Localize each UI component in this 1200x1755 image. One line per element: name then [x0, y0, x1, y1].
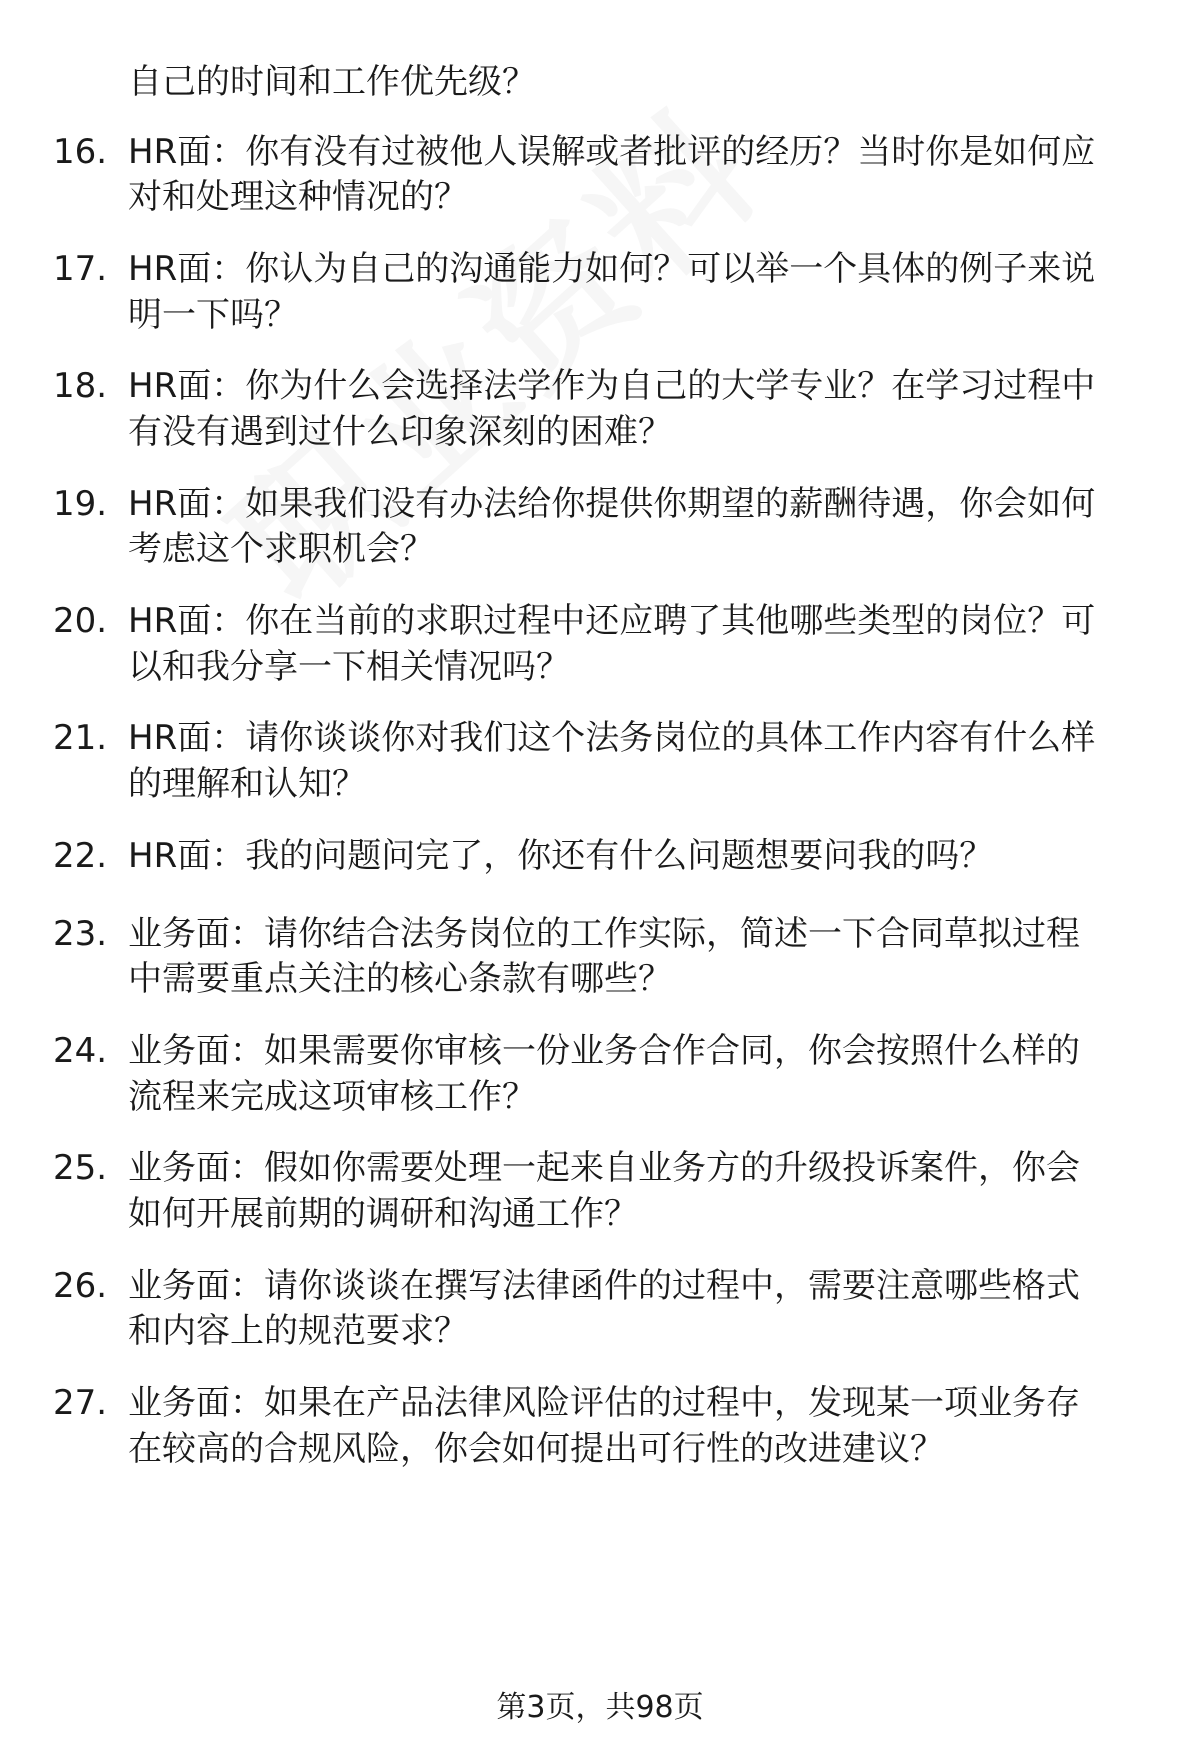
item-19-line-1: HR面：如果我们没有办法给你提供你期望的薪酬待遇，你会如何: [128, 484, 1096, 524]
item-18-line-1: HR面：你为什么会选择法学作为自己的大学专业？在学习过程中: [128, 366, 1096, 406]
item-20-line-1: HR面：你在当前的求职过程中还应聘了其他哪些类型的岗位？可: [128, 601, 1096, 641]
item-26-line-1: 业务面：请你谈谈在撰写法律函件的过程中，需要注意哪些格式: [128, 1266, 1080, 1306]
item-24-line-1: 业务面：如果需要你审核一份业务合作合同，你会按照什么样的: [128, 1031, 1080, 1071]
item-23-line-2: 中需要重点关注的核心条款有哪些？: [128, 959, 672, 999]
item-19-number: 19.: [53, 484, 108, 524]
item-21-line-2: 的理解和认知？: [128, 764, 366, 804]
item-26-number: 26.: [53, 1266, 108, 1306]
item-25-number: 25.: [53, 1148, 108, 1188]
item-17-line-1: HR面：你认为自己的沟通能力如何？可以举一个具体的例子来说: [128, 249, 1096, 289]
item-23-line-1: 业务面：请你结合法务岗位的工作实际，简述一下合同草拟过程: [128, 914, 1080, 954]
item-16-line-1: HR面：你有没有过被他人误解或者批评的经历？当时你是如何应: [128, 132, 1096, 172]
item-27-line-2: 在较高的合规风险，你会如何提出可行性的改进建议？: [128, 1429, 944, 1469]
page-number-footer: 第3页，共98页: [496, 1690, 704, 1725]
item-16-number: 16.: [53, 132, 108, 172]
item-16-line-2: 对和处理这种情况的？: [128, 177, 468, 217]
item-20-line-2: 以和我分享一下相关情况吗？: [128, 647, 570, 687]
item-27-number: 27.: [53, 1383, 108, 1423]
item-18-number: 18.: [53, 366, 108, 406]
item-22-number: 22.: [53, 836, 108, 876]
item-22-line-1: HR面：我的问题问完了，你还有什么问题想要问我的吗？: [128, 836, 994, 876]
item-20-number: 20.: [53, 601, 108, 641]
item-26-line-2: 和内容上的规范要求？: [128, 1311, 468, 1351]
item-17-line-2: 明一下吗？: [128, 295, 298, 335]
item-21-line-1: HR面：请你谈谈你对我们这个法务岗位的具体工作内容有什么样: [128, 718, 1096, 758]
item-24-line-2: 流程来完成这项审核工作？: [128, 1077, 536, 1117]
item-17-number: 17.: [53, 249, 108, 289]
item-24-number: 24.: [53, 1031, 108, 1071]
item-25-line-2: 如何开展前期的调研和沟通工作？: [128, 1194, 638, 1234]
item-25-line-1: 业务面：假如你需要处理一起来自业务方的升级投诉案件，你会: [128, 1148, 1080, 1188]
item-19-line-2: 考虑这个求职机会？: [128, 529, 434, 569]
item-18-line-2: 有没有遇到过什么印象深刻的困难？: [128, 412, 672, 452]
item-23-number: 23.: [53, 914, 108, 954]
item-15-line-2: 自己的时间和工作优先级？: [128, 62, 536, 102]
item-21-number: 21.: [53, 718, 108, 758]
item-27-line-1: 业务面：如果在产品法律风险评估的过程中，发现某一项业务存: [128, 1383, 1080, 1423]
